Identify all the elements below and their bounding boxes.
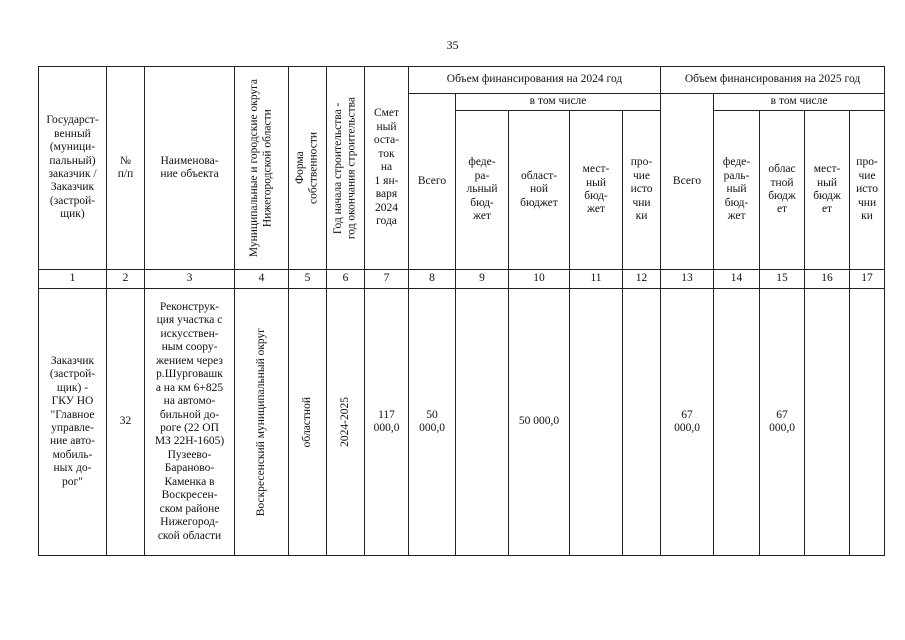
cell-other-2025	[850, 289, 885, 556]
header-total-2024: Всего	[409, 94, 456, 270]
header-number: № п/п	[107, 67, 145, 270]
header-including-2025: в том числе	[714, 94, 885, 111]
column-number: 8	[409, 270, 456, 289]
header-federal-2024: феде- ра- льный бюд- жет	[456, 111, 509, 270]
header-customer: Государст- венный (муници- пальный) заказчик / Заказчик (застрой- щик)	[39, 67, 107, 270]
header-balance: Смет ный оста- ток на 1 ян- варя 2024 года	[365, 67, 409, 270]
table-row	[39, 289, 885, 556]
column-number: 9	[456, 270, 509, 289]
cell-balance: 117 000,0	[365, 289, 409, 556]
cell-district-wrap	[235, 289, 289, 556]
column-number: 1	[39, 270, 107, 289]
cell-total-2025: 67 000,0	[661, 289, 714, 556]
column-number: 6	[327, 270, 365, 289]
header-years: Год начала строительства - год окончания строительства	[332, 96, 358, 240]
header-group-2024: Объем финансирования на 2024 год	[409, 67, 661, 94]
cell-number: 32	[107, 289, 145, 556]
header-district: Муниципальные и городские округа Нижегородской области	[248, 78, 274, 258]
column-number: 14	[714, 270, 760, 289]
cell-customer: Заказчик (застрой- щик) - ГКУ НО "Главное управле- ние авто- мобиль- ных до- рог"	[39, 289, 107, 556]
page-number: 35	[446, 38, 459, 52]
column-number: 3	[145, 270, 235, 289]
cell-object-name: Реконструк- ция участка с искусствен- ным соору- жением через р.Шурговашк а на км 6+825 на автомо- бильной до- роге (22 ОП МЗ 22Н-1605) Пузеево- Бараново- Каменка в Воскресен- ском районе Нижегород- ской области	[145, 289, 235, 556]
header-object-name: Наименова- ние объекта	[145, 67, 235, 270]
cell-years-wrap	[327, 289, 365, 556]
cell-regional-2024: 50 000,0	[509, 289, 570, 556]
column-number: 17	[850, 270, 885, 289]
header-group-2025: Объем финансирования на 2025 год	[661, 67, 885, 94]
cell-federal-2025	[714, 289, 760, 556]
cell-district: Воскресенский муниципальный округ	[254, 327, 267, 517]
column-number: 12	[623, 270, 661, 289]
header-ownership: Форма собственности	[294, 132, 320, 204]
header-local-2024: мест- ный бюд- жет	[570, 111, 623, 270]
cell-other-2024	[623, 289, 661, 556]
header-other-2024: про- чие исто чни ки	[623, 111, 661, 270]
column-number: 4	[235, 270, 289, 289]
column-number: 13	[661, 270, 714, 289]
cell-federal-2024	[456, 289, 509, 556]
header-regional-2024: област- ной бюджет	[509, 111, 570, 270]
column-number: 5	[289, 270, 327, 289]
financing-table	[38, 66, 885, 556]
column-number: 16	[805, 270, 850, 289]
cell-local-2025	[805, 289, 850, 556]
cell-years: 2024-2025	[338, 397, 351, 447]
header-district-cell	[235, 67, 289, 270]
cell-ownership-wrap	[289, 289, 327, 556]
column-number: 10	[509, 270, 570, 289]
header-years-cell	[327, 67, 365, 270]
column-number: 7	[365, 270, 409, 289]
column-number: 15	[760, 270, 805, 289]
header-regional-2025: облас тной бюдж ет	[760, 111, 805, 270]
header-ownership-cell	[289, 67, 327, 270]
column-number: 11	[570, 270, 623, 289]
header-federal-2025: феде- раль- ный бюд- жет	[714, 111, 760, 270]
header-total-2025: Всего	[661, 94, 714, 270]
header-local-2025: мест- ный бюдж ет	[805, 111, 850, 270]
cell-total-2024: 50 000,0	[409, 289, 456, 556]
cell-local-2024	[570, 289, 623, 556]
header-other-2025: про- чие исто чни ки	[850, 111, 885, 270]
header-including-2024: в том числе	[456, 94, 661, 111]
cell-ownership: областной	[300, 396, 313, 448]
column-number: 2	[107, 270, 145, 289]
cell-regional-2025: 67 000,0	[760, 289, 805, 556]
